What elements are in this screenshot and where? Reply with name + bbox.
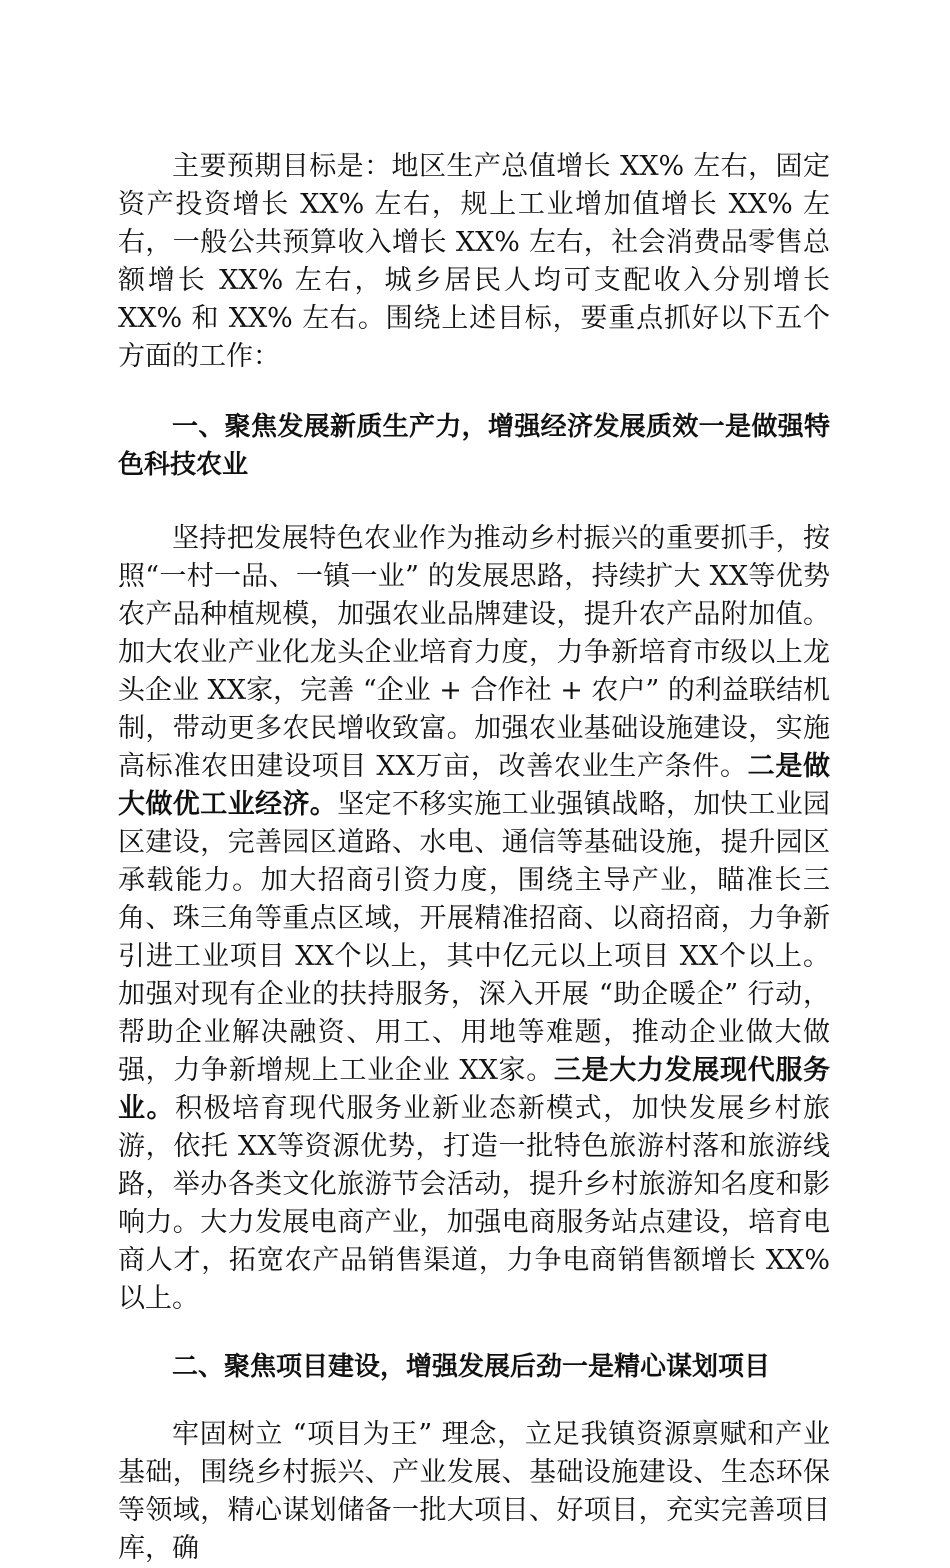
paragraph-industry-text: 坚定不移实施工业强镇战略，加快工业园区建设，完善园区道路、水电、通信等基础设施，提升园区承载能力。加大招商引资力度，围绕主导产业，瞄准长三角、珠三角等重点区域，开展精准招商、以商招商，力争新引进工业项目 XX个以上，其中亿元以上项目 XX个以上。加强对现有企业的扶持服务，深入开展 “助企暖企” 行动，帮助企业解决融资、用工、用地等难题，推动企业做大做强，力争新增规上工业企业 XX家。 bbox=[118, 789, 831, 1086]
paragraph-development bbox=[118, 520, 830, 1318]
lead-service: 三是大力发展现代服务业。 bbox=[118, 1055, 830, 1124]
document-body bbox=[118, 148, 830, 1568]
lead-industry: 二是做大做优工业经济。 bbox=[118, 751, 830, 820]
section-heading-1: 一、聚焦发展新质生产力，增强经济发展质效一是做强特色科技农业 bbox=[118, 412, 830, 480]
section-heading-2: 二、聚焦项目建设，增强发展后劲一是精心谋划项目 bbox=[172, 1352, 771, 1382]
paragraph-agriculture-text: 坚持把发展特色农业作为推动乡村振兴的重要抓手，按照“一村一品、一镇一业” 的发展思路，持续扩大 XX等优势农产品种植规模，加强农业品牌建设，提升农产品附加值。加大农业产业化龙头企业培育力度，力争新培育市级以上龙头企业 XX家，完善 “企业 + 合作社 + 农户” 的利益联结机制，带动更多农民增收致富。加强农业基础设施建设，实施高标准农田建设项目 XX万亩，改善农业生产条件。 bbox=[118, 523, 830, 782]
paragraph-targets: 主要预期目标是：地区生产总值增长 XX% 左右，固定资产投资增长 XX% 左右，规上工业增加值增长 XX% 左右，一般公共预算收入增长 XX% 左右，社会消费品零售总额增长 XX% 左右，城乡居民人均可支配收入分别增长 XX% 和 XX% 左右。围绕上述目标，要重点抓好以下五个方面的工作： bbox=[118, 151, 830, 372]
paragraph-service-text: 积极培育现代服务业新业态新模式，加快发展乡村旅游，依托 XX等资源优势，打造一批特色旅游村落和旅游线路，举办各类文化旅游节会活动，提升乡村旅游知名度和影响力。大力发展电商产业，加强电商服务站点建设，培育电商人才，拓宽农产品销售渠道，力争电商销售额增长 XX% 以上。 bbox=[118, 1093, 831, 1314]
paragraph-projects: 牢固树立 “项目为王” 理念，立足我镇资源禀赋和产业基础，围绕乡村振兴、产业发展、基础设施建设、生态环保等领域，精心谋划储备一批大项目、好项目，充实完善项目库，确 bbox=[118, 1419, 830, 1564]
